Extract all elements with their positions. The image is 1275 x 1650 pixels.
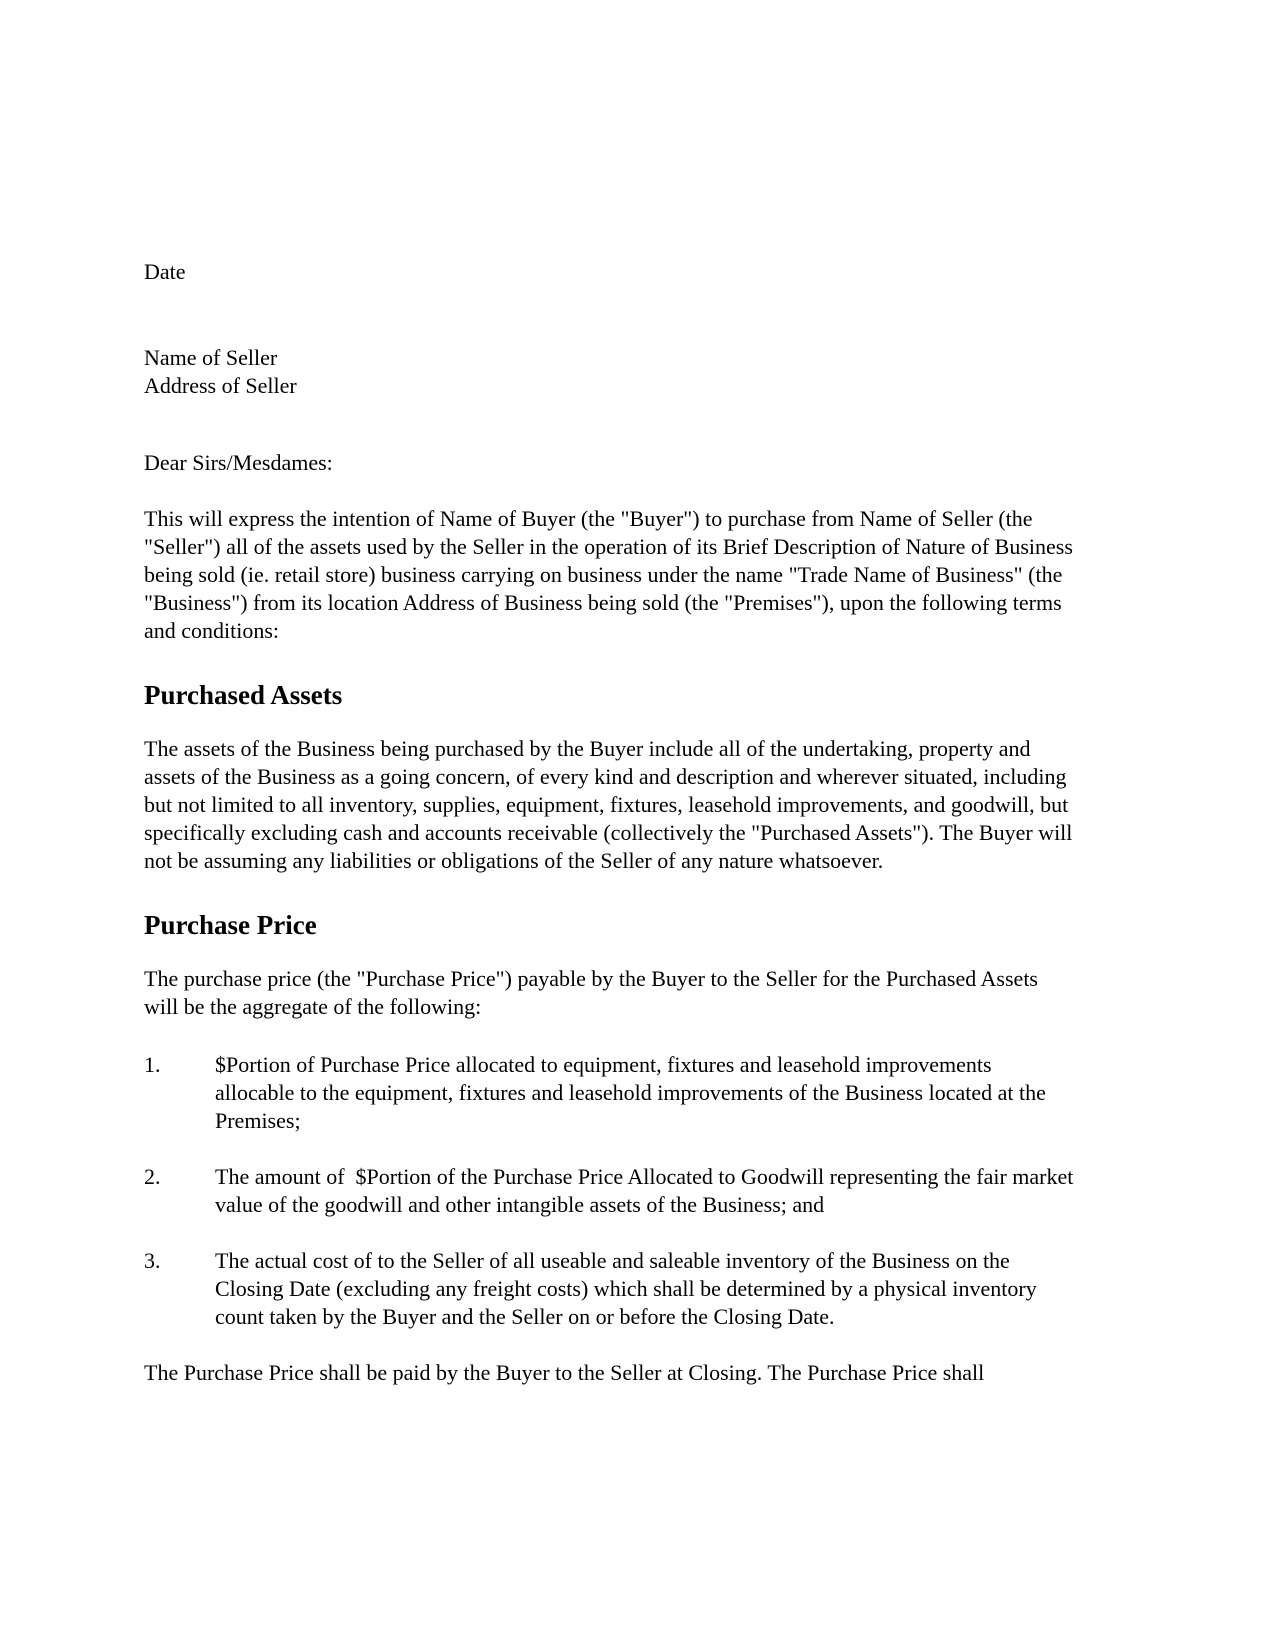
closing-paragraph: The Purchase Price shall be paid by the Buyer to the Seller at Closing. The Purchase Price shall [144,1360,985,1385]
list-item-text: The amount of $Portion of the Purchase Price Allocated to Goodwill representing the fair market value of the goodwill and other intangible assets of the Business; and [215,1164,1079,1217]
list-item-number: 1. [144,1052,161,1077]
recipient-block [144,344,1074,400]
list-item [144,1163,1079,1219]
recipient-address: Address of Seller [144,373,297,398]
salutation: Dear Sirs/Mesdames: [144,450,333,475]
purchased-assets-paragraph: The assets of the Business being purchased by the Buyer include all of the undertaking, property and assets of the Business as a going concern, of every kind and description and wherever situated, including but not limited to all inventory, supplies, equipment, fixtures, leasehold improvements, and goodwill, but specifically excluding cash and accounts receivable (collectively the "Purchased Assets"). The Buyer will not be assuming any liabilities or obligations of the Seller of any nature whatsoever. [144,736,1078,873]
list-item-text: The actual cost of to the Seller of all useable and saleable inventory of the Business on the Closing Date (excluding any freight costs) which shall be determined by a physical inventory count taken by the Buyer and the Seller on or before the Closing Date. [215,1248,1043,1329]
date-line: Date [144,259,186,284]
purchased-assets-heading: Purchased Assets [144,680,343,710]
list-item-number: 2. [144,1164,161,1189]
intro-paragraph: This will express the intention of Name of Buyer (the "Buyer") to purchase from Name of Seller (the "Seller") all of the assets used by the Seller in the operation of its Brief Description of Nature of Business being sold (ie. retail store) business carrying on business under the name "Trade Name of Business" (the "Business") from its location Address of Business being sold (the "Premises"), upon the following terms and conditions: [144,506,1079,643]
list-item [144,1051,1074,1135]
purchase-price-heading: Purchase Price [144,910,317,940]
list-item-number: 3. [144,1248,161,1273]
list-item [144,1247,1074,1331]
purchase-price-intro-paragraph: The purchase price (the "Purchase Price") payable by the Buyer to the Seller for the Purchased Assets will be the aggregate of the following: [144,966,1044,1019]
list-item-text: $Portion of Purchase Price allocated to equipment, fixtures and leasehold improvements allocable to the equipment, fixtures and leasehold improvements of the Business located at the Premises; [215,1052,1052,1133]
recipient-name: Name of Seller [144,345,278,370]
letter-content [144,258,1079,1387]
